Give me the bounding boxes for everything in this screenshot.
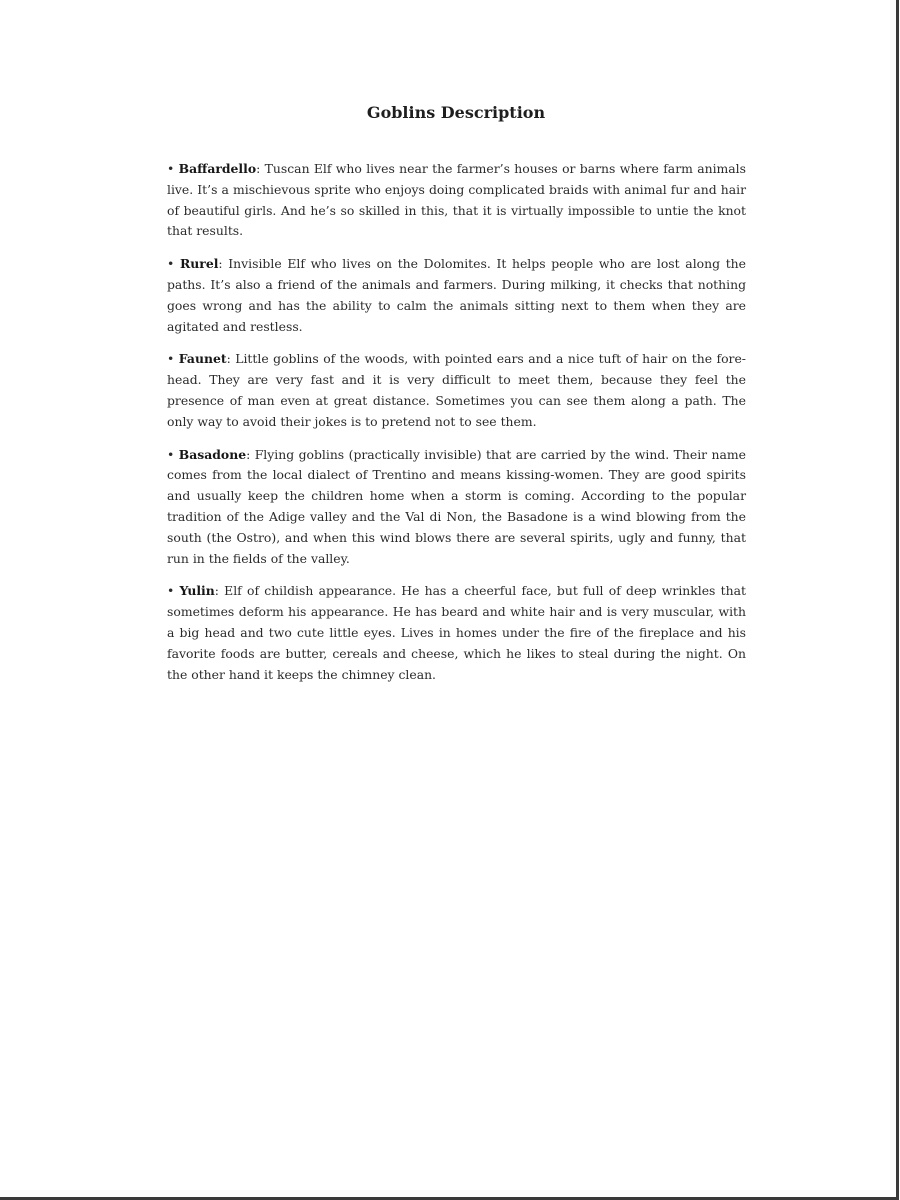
bullet: • [167, 161, 175, 176]
entry-yulin [167, 581, 746, 685]
entry-text: : Invisible Elf who lives on the Dolomites. It helps people who are lost along the paths. It’s also a friend of the animals and farmers. During milking, it checks that nothing goes wrong and has the ability to calm the animals sitting next to them when they are agitated and restless. [167, 256, 746, 334]
entry-baffardello [167, 159, 746, 242]
bullet: • [167, 351, 175, 367]
bullet: • [167, 446, 175, 462]
entry-term: Yulin [179, 583, 215, 599]
bullet: • [167, 583, 175, 599]
entry-text: : Flying goblins (practically invisible) that are carried by the wind. Their name comes from the local dialect of Trentino and means kissing-women. They are good spirits and usually keep the children home when a storm is coming. According to the popular tradition of the Adige valley and the Val di Non, the Basadone is a wind blowing from the south (the Ostro), and when this wind blows there are several spirits, ugly and funny, that run in the fields of the valley. [167, 446, 746, 566]
bullet: • [167, 256, 175, 272]
page-title: Goblins Description [366, 103, 546, 122]
entry-term: Basadone [178, 446, 247, 462]
entry-faunet [167, 349, 746, 432]
entry-rurel [167, 254, 746, 337]
entry-text: : Elf of childish appearance. He has a cheerful face, but full of deep wrinkles that sometimes deform his appearance. He has beard and white hair and is very muscular, with a big head and two cute little eyes. Lives in homes under the fire of the fireplace and his favorite foods are butter, cereals and cheese, which he likes to steal during the night. On the other hand it keeps the chimney clean. [167, 583, 746, 682]
entry-list [167, 159, 746, 697]
entry-text: : Tuscan Elf who lives near the farmer’s houses or barns where farm animals live. It’s a mischievous sprite who enjoys doing complicated braids with animal fur and hair of beautiful girls. And he’s so skilled in this, that it is virtually impossible to untie the knot that results. [167, 161, 746, 239]
entry-basadone [167, 445, 746, 570]
entry-term: Faunet [178, 351, 227, 367]
entry-term: Baffardello [178, 161, 257, 176]
entry-term: Rurel [179, 256, 219, 272]
entry-text: : Little goblins of the woods, with pointed ears and a nice tuft of hair on the fore-head. They are very fast and it is very difficult to meet them, because they feel the presence of man even at great distance. Sometimes you can see them along a path. The only way to avoid their jokes is to pretend not to see them. [167, 351, 746, 429]
